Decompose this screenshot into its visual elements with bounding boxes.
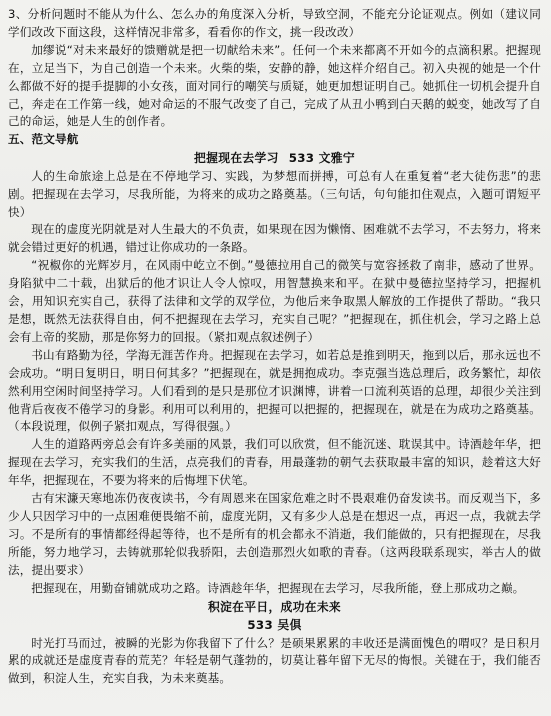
essay-1-title-line — [8, 149, 541, 168]
essay-1-paragraph: “祝椒你的光辉岁月，在风雨中屹立不倒。”曼德拉用自己的微笑与宽容拯救了南非，感动了世界。身陷狱中二十载，出狱后的他才识让人令人惊叹，用智慧换来和平。在狱中曼德拉坚持学习，把握机会，用知识充实自己，获得了法律和文学的双学位，为他后来争取黑人解放的工作提供了帮助。“我只是想，既然无法获得自由，何不把握现在去学习，充实自己呢？”把握现在，抓住机会，学习之路上总会有上帝的奖励，那是你努力的回报。（紧扣观点叙述例子） — [8, 258, 541, 344]
essay-1-paragraph: 人生的道路两旁总会有许多美丽的风景，我们可以欣赏，但不能沉迷、耽误其中。诗酒趁年华，把握现在去学习，充实我们的生活，点亮我们的青春，用最蓬勃的朝气去获取最丰富的知识，趁着这大好年华，把握现在，不要为将来的后悔埋下伏笔。 — [8, 437, 541, 488]
point-3-paragraph: 3、分析问题时不能从为什么、怎么办的角度深入分析，导致空洞，不能充分论证观点。例如（建议同学们改改下面这段，这样情况非常多，看看你的作文，挑一段改改） — [8, 7, 541, 39]
section-5-heading: 五、范文导航 — [8, 132, 79, 147]
essay-1-paragraph: 把握现在，用勤奋铺就成功之路。诗酒趁年华，把握现在去学习，尽我所能，登上那成功之巅。 — [31, 580, 525, 595]
essay-1-paragraph: 古有宋濂天寒地冻仍夜夜读书，今有周恩来在国家危难之时不畏艰难仍奋发读书。而反观当下，多少人只因学习中的一点困难便畏缩不前，虚度光阴，又有多少人总是在想迟一点，再迟一点，我就去学习。不是所有的事情都经得起等待，也不是所有的机会都永不消逝，我们能做的，只有把握现在，尽我所能，努力地学习，去铸就那轮似我骄阳，去创造那烈火如歌的青春。（这两段联系现实，举古人的做法，提出要求） — [8, 491, 541, 577]
essay-1-paragraph: 人的生命旅途上总是在不停地学习、实践，为梦想而拼搏，可总有人在重复着“老大徒伤悲”的悲剧。把握现在去学习，尽我所能，为将来的成功之路奠基。（三句话，句句能扣住观点，入题可谓短平快） — [8, 168, 541, 219]
essay-1-author: 533 文雅宁 — [288, 151, 355, 166]
example-paragraph: 加缪说“对未来最好的馈赠就是把一切献给未来”。任何一个未来都离不开如今的点滴积累。把握现在，立足当下，为自己创造一个未来。火柴的柴，安静的静，她这样介绍自己。初入央视的她是一个什么都做不好的提手提脚的小女孩，面对同行的嘲笑与质疑，她更加想证明自己。她抓住一切机会提升自己，奔走在工作第一线，她对命运的不服气改变了自己，完成了从丑小鸭到白天鹅的蜕变，她改写了自己的命运，她是人生的创作者。 — [8, 42, 541, 129]
essay-1-paragraph: 现在的虚度光阴就是对人生最大的不负责，如果现在因为懒惰、困难就不去学习，不去努力，将来就会错过更好的机遇，错过让你成功的一条路。 — [8, 222, 541, 255]
essay-2-paragraph: 时光打马而过，被瞬的光影为你我留下了什么？是硕果累累的丰收还是满面愧色的喟叹？是日积月累的成就还是虚度青春的荒芜？年轻是朝气蓬勃的，切莫让暮年留下无尽的悔恨。关键在于，我们能否做到，积淀人生，充实自我，为未来奠基。 — [8, 635, 541, 686]
essay-2-author: 533 吴倶 — [247, 618, 302, 632]
essay-1-title: 把握现在去学习 — [194, 151, 279, 166]
essay-1-paragraph: 书山有路勤为径，学海无涯苦作舟。把握现在去学习，如若总是推到明天，拖到以后，那永远也不会成功。“明日复明日，明日何其多？”把握现在，就是拥抱成功。李克强当选总理后，政务繁忙，却依然利用空闲时间坚持学习。人们看到的是只是那位才识渊博，讲着一口流利英语的总理，却很少关注到他背后夜夜不倦学习的身影。利用可以利用的，把握可以把握的，把握现在，就是在为成功之路奠基。（本段说理，似例子紧扣观点，写得很强。） — [8, 347, 541, 434]
essay-2-title: 积淀在平日，成功在未来 — [207, 599, 342, 614]
